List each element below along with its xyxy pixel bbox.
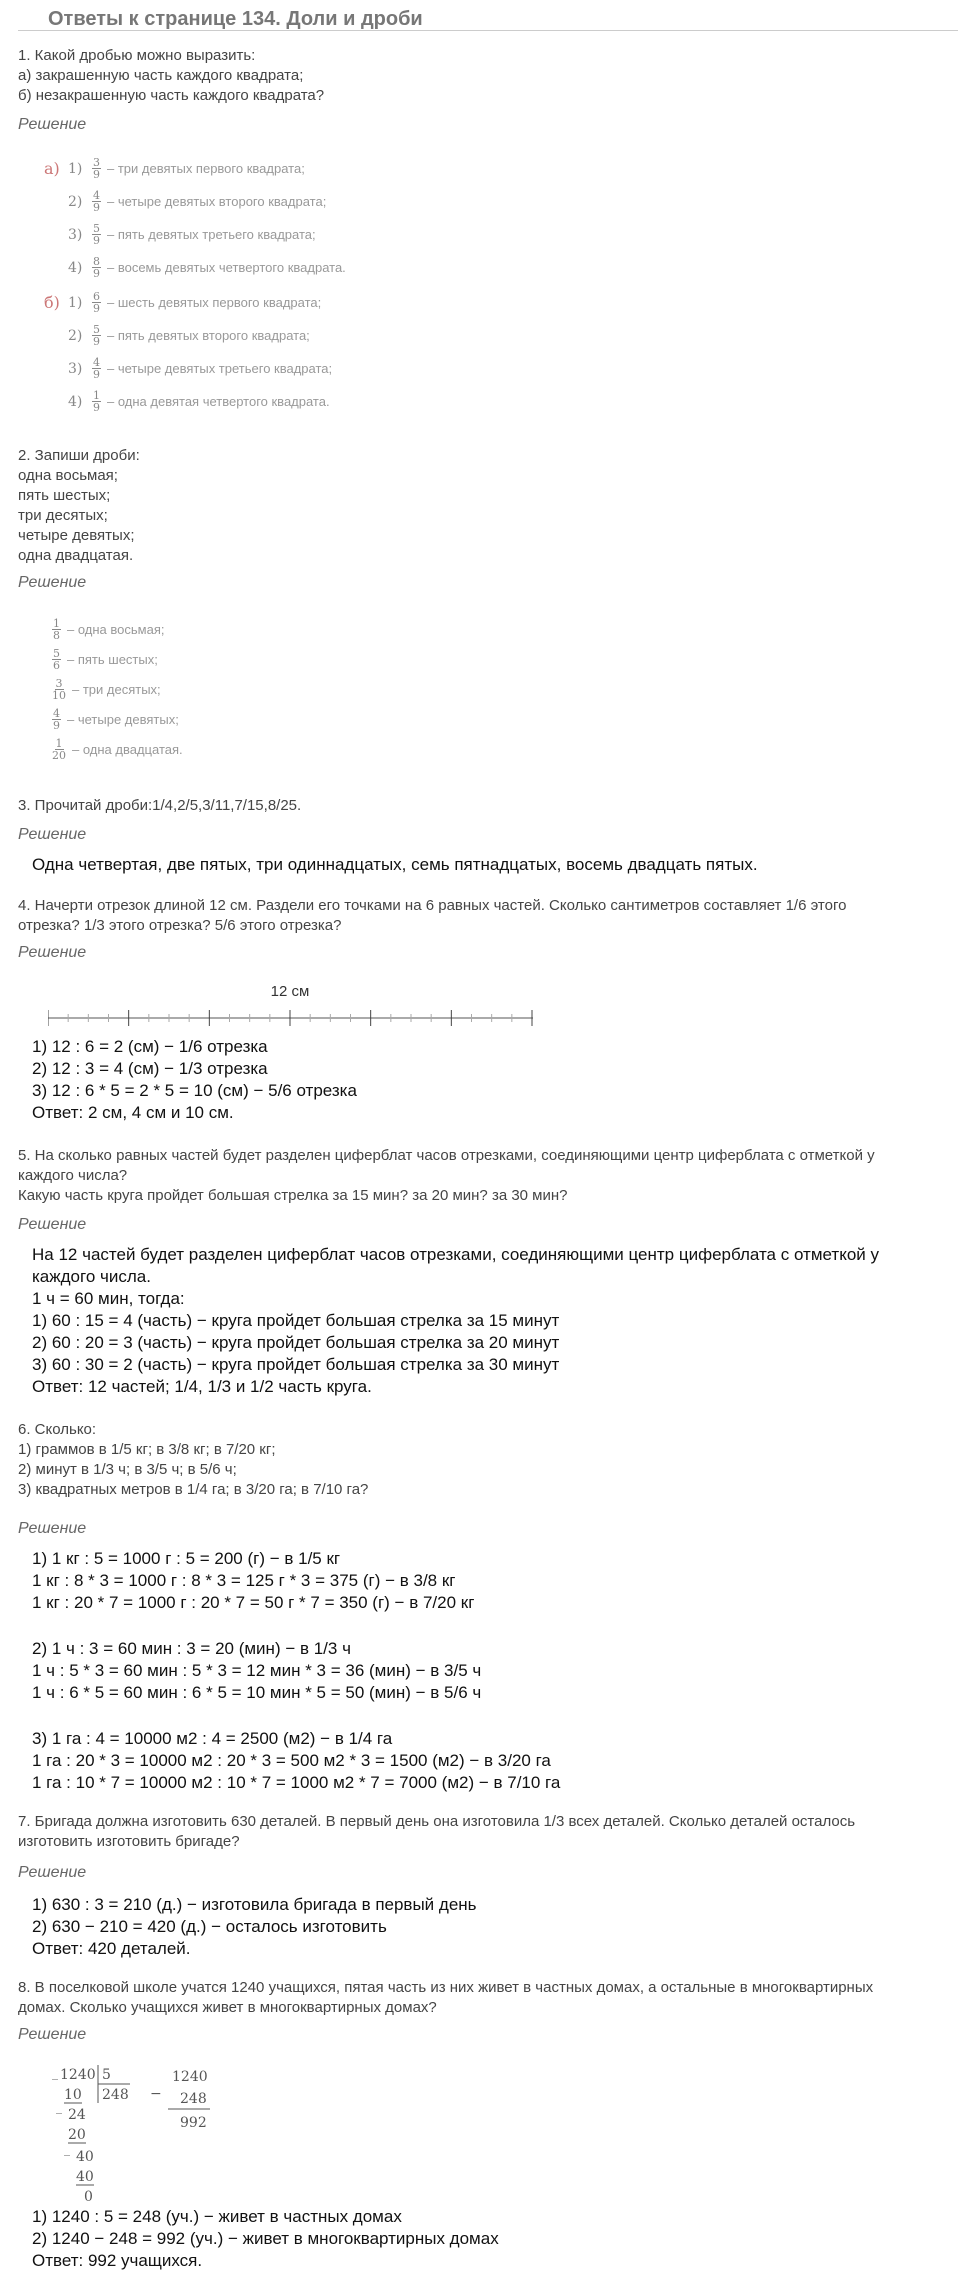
- numerator: 1: [53, 616, 60, 630]
- task-1-answer-b: [44, 286, 332, 418]
- fraction-row: [44, 385, 332, 418]
- fraction-text: – одна девятая четвертого квадрата.: [107, 394, 330, 409]
- fraction-text: – одна двадцатая.: [72, 741, 183, 757]
- denominator: 9: [93, 302, 100, 315]
- dividend: 1240: [60, 2067, 96, 2083]
- item-number: 2): [68, 193, 83, 210]
- fraction: [52, 648, 61, 671]
- question-line: 1) граммов в 1/5 кг; в 3/8 кг; в 7/20 кг;: [18, 1441, 276, 1458]
- fraction: [92, 157, 101, 180]
- denominator: 9: [93, 335, 100, 348]
- item-number: 2): [68, 327, 83, 344]
- question-line: 3) квадратных метров в 1/4 га; в 3/20 га; в 7/10 га?: [18, 1481, 369, 1498]
- item-number: 4): [68, 393, 83, 410]
- denominator: 9: [93, 201, 100, 214]
- task-4-question: [18, 896, 958, 936]
- subtrahend: 248: [180, 2091, 207, 2107]
- fraction-row: [50, 704, 183, 734]
- fraction-text: – три десятых;: [72, 681, 161, 697]
- fraction-row: [44, 352, 332, 385]
- task-6-question: [18, 1420, 958, 1500]
- numerator: 5: [53, 646, 60, 660]
- fraction-text: – четыре девятых третьего квадрата;: [107, 361, 333, 376]
- numerator: 5: [93, 323, 100, 336]
- question-line: домах. Сколько учащихся живет в многоквартирных домах?: [18, 1999, 437, 2016]
- question-line: 5. На сколько равных частей будет разделен циферблат часов отрезками, соединяющими центр циферблата с отметкой у: [18, 1147, 875, 1164]
- answer-line: 1) 60 : 15 = 4 (часть) − круга пройдет большая стрелка за 15 минут: [32, 1311, 560, 1330]
- part-b-label: б): [44, 293, 60, 312]
- question-line: Какую часть круга пройдет большая стрелка за 15 мин? за 20 мин? за 30 мин?: [18, 1187, 568, 1204]
- task-2-question: [18, 446, 958, 566]
- division-step: 20: [68, 2127, 86, 2143]
- task-5-question: [18, 1146, 958, 1206]
- task-8-answer: [32, 2206, 499, 2272]
- question-line: а) закрашенную часть каждого квадрата;: [18, 67, 304, 84]
- numerator: 1: [93, 389, 100, 402]
- answer-line: 1) 12 : 6 = 2 (см) − 1/6 отрезка: [32, 1037, 268, 1056]
- question-line: одна двадцатая.: [18, 547, 134, 564]
- division-step: 40: [76, 2149, 94, 2165]
- numerator: 8: [93, 255, 100, 268]
- fraction-text: – пять девятых третьего квадрата;: [107, 227, 316, 242]
- numerator: 3: [93, 156, 100, 169]
- answer-line: 2) 1 ч : 3 = 60 мин : 3 = 20 (мин) − в 1/3 ч: [32, 1639, 351, 1658]
- numerator: 6: [93, 290, 100, 303]
- division-step: 40: [76, 2169, 94, 2185]
- fraction-row: [44, 185, 346, 218]
- fraction-text: – три девятых первого квадрата;: [107, 161, 305, 176]
- task-3-question: [18, 796, 958, 816]
- question-line: одна восьмая;: [18, 467, 118, 484]
- question-line: три десятых;: [18, 507, 108, 524]
- answer-line: 2) 630 − 210 = 420 (д.) − осталось изготовить: [32, 1917, 387, 1936]
- answer-line: 1 кг : 8 * 3 = 1000 г : 8 * 3 = 125 г * 3 = 375 (г) − в 3/8 кг: [32, 1571, 456, 1590]
- answer-line: Ответ: 420 деталей.: [32, 1939, 191, 1958]
- answer-line: 1) 630 : 3 = 210 (д.) − изготовила бригада в первый день: [32, 1895, 477, 1914]
- question-line: каждого числа?: [18, 1167, 128, 1184]
- solution-label: Решение: [18, 574, 87, 591]
- denominator: 9: [93, 401, 100, 414]
- answer-line: На 12 частей будет разделен циферблат часов отрезками, соединяющими центр циферблата с отметкой у: [32, 1245, 879, 1264]
- fraction-text: – одна восьмая;: [67, 621, 165, 637]
- denominator: 9: [93, 267, 100, 280]
- denominator: 6: [53, 658, 60, 672]
- denominator: 20: [52, 748, 66, 762]
- fraction: [52, 708, 61, 731]
- answer-line: Ответ: 2 см, 4 см и 10 см.: [32, 1103, 234, 1122]
- question-line: 7. Бригада должна изготовить 630 деталей. В первый день она изготовила 1/3 всех деталей. Сколько деталей осталось: [18, 1813, 856, 1830]
- answer-line: 3) 1 га : 4 = 10000 м2 : 4 = 2500 (м2) − в 1/4 га: [32, 1729, 393, 1748]
- part-a-label: а): [44, 159, 60, 178]
- task-3-answer: [32, 854, 758, 876]
- answer-line: 1 ч : 6 * 5 = 60 мин : 6 * 5 = 10 мин * 5 = 50 (мин) − в 5/6 ч: [32, 1683, 482, 1702]
- difference: 992: [180, 2115, 207, 2131]
- answer-line: 3) 12 : 6 * 5 = 2 * 5 = 10 (см) − 5/6 отрезка: [32, 1081, 357, 1100]
- answer-line: 2) 1240 − 248 = 992 (уч.) − живет в многоквартирных домах: [32, 2229, 499, 2248]
- solution-label: Решение: [18, 1520, 87, 1537]
- fraction-row: [50, 674, 183, 704]
- minus-sign: _: [56, 2100, 62, 2114]
- minus-sign: _: [52, 2066, 58, 2080]
- fraction-row: [50, 614, 183, 644]
- question-line: б) незакрашенную часть каждого квадрата?: [18, 87, 325, 104]
- fraction-row: [50, 734, 183, 764]
- question-line: отрезка? 1/3 этого отрезка? 5/6 этого отрезка?: [18, 917, 342, 934]
- answer-line: 1) 1 кг : 5 = 1000 г : 5 = 200 (г) − в 1/5 кг: [32, 1549, 341, 1568]
- answer-line: 1 кг : 20 * 7 = 1000 г : 20 * 7 = 50 г * 7 = 350 (г) − в 7/20 кг: [32, 1593, 475, 1612]
- fraction-row: [44, 319, 332, 352]
- task-4-answer: [32, 1036, 357, 1124]
- task-5-answer: [32, 1244, 879, 1398]
- answer-line: 3) 60 : 30 = 2 (часть) − круга пройдет большая стрелка за 30 минут: [32, 1355, 560, 1374]
- fraction: [92, 190, 101, 213]
- answer-line: 1 ч = 60 мин, тогда:: [32, 1289, 185, 1308]
- numerator: 3: [55, 676, 63, 690]
- fraction: [52, 738, 66, 761]
- subtraction-sign: −: [150, 2086, 162, 2102]
- fraction: [92, 324, 101, 347]
- answer-line: 1 га : 20 * 3 = 10000 м2 : 20 * 3 = 500 м2 * 3 = 1500 (м2) − в 3/20 га: [32, 1751, 551, 1770]
- solution-label: Решение: [18, 1216, 87, 1233]
- fraction-row: [44, 218, 346, 251]
- answer-line: Ответ: 992 учащихся.: [32, 2251, 203, 2270]
- denominator: 9: [93, 368, 100, 381]
- fraction-row: [44, 152, 346, 185]
- task-6-answer-2: [32, 1638, 481, 1704]
- answer-line: каждого числа.: [32, 1267, 151, 1286]
- segment-ruler: [48, 982, 538, 1032]
- answer-line: Ответ: 12 частей; 1/4, 1/3 и 1/2 часть круга.: [32, 1377, 372, 1396]
- fraction-text: – шесть девятых первого квадрата;: [107, 295, 322, 310]
- task-8-question: [18, 1978, 958, 2018]
- fraction-row: [44, 286, 332, 319]
- fraction: [52, 678, 66, 701]
- numerator: 4: [93, 356, 100, 369]
- item-number: 3): [68, 360, 83, 377]
- denominator: 8: [53, 628, 60, 642]
- fraction: [92, 223, 101, 246]
- answer-line: 1 ч : 5 * 3 = 60 мин : 5 * 3 = 12 мин * 3 = 36 (мин) − в 3/5 ч: [32, 1661, 482, 1680]
- minuend: 1240: [172, 2069, 208, 2085]
- minus-sign: _: [64, 2142, 70, 2156]
- solution-label: Решение: [18, 1864, 87, 1881]
- solution-label: Решение: [18, 116, 87, 133]
- division-step: 24: [68, 2107, 86, 2123]
- task-1-question: [18, 46, 958, 106]
- fraction-text: – пять девятых второго квадрата;: [107, 328, 310, 343]
- numerator: 4: [93, 189, 100, 202]
- fraction: [92, 256, 101, 279]
- question-line: 8. В поселковой школе учатся 1240 учащихся, пятая часть из них живет в частных домах, а остальные в многоквартирных: [18, 1979, 874, 1996]
- question-line: 4. Начерти отрезок длиной 12 см. Раздели его точками на 6 равных частей. Сколько сантиметров составляет 1/6 этого: [18, 897, 847, 914]
- division-step: 0: [84, 2189, 93, 2203]
- solution-label: Решение: [18, 2026, 87, 2043]
- answer-line: 1) 1240 : 5 = 248 (уч.) − живет в частных домах: [32, 2207, 402, 2226]
- task-1-answer-a: [44, 152, 346, 284]
- fraction-text: – пять шестых;: [67, 651, 158, 667]
- quotient: 248: [102, 2087, 129, 2103]
- divisor: 5: [102, 2067, 111, 2083]
- fraction-row: [50, 644, 183, 674]
- fraction: [92, 357, 101, 380]
- question-line: 3. Прочитай дроби:1/4,2/5,3/11,7/15,8/25.: [18, 797, 302, 814]
- task-6-answer-3: [32, 1728, 560, 1794]
- item-number: 4): [68, 259, 83, 276]
- question-line: четыре девятых;: [18, 527, 135, 544]
- task-2-answer: [50, 614, 183, 764]
- question-line: 2) минут в 1/3 ч; в 3/5 ч; в 5/6 ч;: [18, 1461, 237, 1478]
- question-line: 1. Какой дробью можно выразить:: [18, 47, 256, 64]
- denominator: 9: [93, 234, 100, 247]
- item-number: 1): [68, 160, 83, 177]
- item-number: 1): [68, 294, 83, 311]
- page-title: Ответы к странице 134. Доли и дроби: [48, 8, 423, 30]
- denominator: 9: [93, 168, 100, 181]
- numerator: 4: [53, 706, 60, 720]
- answer-line: 2) 60 : 20 = 3 (часть) − круга пройдет большая стрелка за 20 минут: [32, 1333, 560, 1352]
- question-line: пять шестых;: [18, 487, 111, 504]
- solution-label: Решение: [18, 826, 87, 843]
- answer-line: 2) 12 : 3 = 4 (см) − 1/3 отрезка: [32, 1059, 268, 1078]
- fraction: [92, 390, 101, 413]
- task-6-answer-1: [32, 1548, 474, 1614]
- long-division: [50, 2063, 250, 2203]
- numerator: 1: [55, 736, 63, 750]
- task-7-question: [18, 1812, 958, 1852]
- denominator: 9: [53, 718, 60, 732]
- denominator: 10: [52, 688, 66, 702]
- fraction-row: [44, 251, 346, 284]
- solution-label: Решение: [18, 944, 87, 961]
- fraction-text: – четыре девятых второго квадрата;: [107, 194, 327, 209]
- fraction: [92, 291, 101, 314]
- numerator: 5: [93, 222, 100, 235]
- page-header: [18, 0, 958, 31]
- ruler-label: 12 см: [270, 983, 310, 1000]
- task-7-answer: [32, 1894, 477, 1960]
- item-number: 3): [68, 226, 83, 243]
- question-line: 6. Сколько:: [18, 1421, 97, 1438]
- answer-line: 1 га : 10 * 7 = 10000 м2 : 10 * 7 = 1000 м2 * 7 = 7000 (м2) − в 7/10 га: [32, 1773, 561, 1792]
- fraction-text: – четыре девятых;: [67, 711, 179, 727]
- question-line: 2. Запиши дроби:: [18, 447, 140, 464]
- answer-line: Одна четвертая, две пятых, три одиннадцатых, семь пятнадцатых, восемь двадцать пятых.: [32, 855, 758, 874]
- fraction: [52, 618, 61, 641]
- question-line: изготовить изготовить бригаде?: [18, 1833, 240, 1850]
- division-step: 10: [64, 2087, 82, 2103]
- fraction-text: – восемь девятых четвертого квадрата.: [107, 260, 346, 275]
